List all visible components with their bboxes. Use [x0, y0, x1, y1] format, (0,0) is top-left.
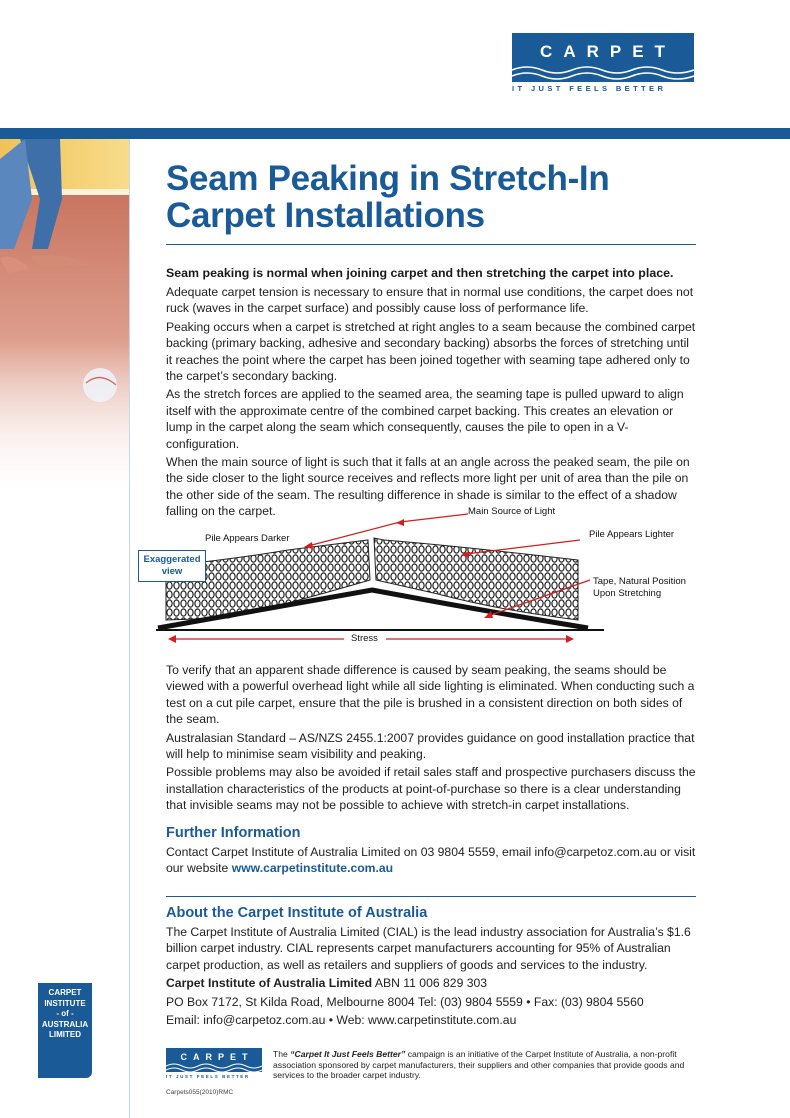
document-code: Carpets055(2010)RMC	[166, 1089, 234, 1096]
footer-logo-word: CARPET	[180, 1052, 254, 1062]
label-pile-lighter: Pile Appears Lighter	[589, 529, 675, 540]
side-photo	[0, 139, 130, 499]
lower-content	[166, 660, 696, 876]
badge-line-3: - of -	[56, 1009, 74, 1018]
about-org: Carpet Institute of Australia Limited	[166, 976, 373, 991]
paragraph-3: As the stretch forces are applied to the seamed area, the seaming tape is pulled upward to align itself with the approximate centre of the combined carpet backing. This creates an elevation or lump in the carpet along the seam which consequently, causes the pile to open in a V-configuration.	[166, 387, 684, 451]
footer-note-lead: The	[273, 1049, 288, 1059]
exaggerated-view-box: Exaggerated view	[138, 550, 206, 582]
badge-line-4: AUSTRALIA	[41, 1019, 89, 1029]
about-section	[166, 904, 696, 1028]
header-band	[0, 128, 790, 139]
paragraph-2: Peaking occurs when a carpet is stretched at right angles to a seam because the combined carpet backing (primary backing, adhesive and secondary backing) absorbs the forces of stretching until it reaches the point where the carpet has been joined together with seaming tape adhered only to the carpet’s secondary backing.	[166, 319, 696, 384]
footer-wave-icon	[166, 1062, 262, 1072]
paragraph-6: Australasian Standard – AS/NZS 2455.1:2007 provides guidance on good installation practice that will help to minimise seam visibility and peaking.	[166, 730, 695, 762]
about-contact: Email: info@carpetoz.com.au • Web: www.carpetinstitute.com.au	[166, 1013, 517, 1028]
footer-note-rest: campaign is an initiative of the Carpet Institute of Australia, a non-profit association sponsored by carpet manufacturers, their suppliers and other companies that provide goods and services to the broader carpet industry.	[273, 1049, 685, 1081]
about-address: PO Box 7172, St Kilda Road, Melbourne 8004 Tel: (03) 9804 5559 • Fax: (03) 9804 5560	[166, 994, 644, 1009]
carpet-institute-badge	[38, 983, 92, 1078]
paragraph-4: When the main source of light is such that it falls at an angle across the peaked seam, the pile on the side closer to the light source receives and reflects more light per unit of area than the pile on the other side of the seam. The resulting difference in shade is similar to the effect of a shadow falling on the carpet.	[166, 455, 690, 519]
footer-note-campaign: “Carpet It Just Feels Better”	[290, 1049, 406, 1059]
about-org-line	[166, 975, 696, 991]
carpet-logo-tagline: IT JUST FEELS BETTER	[512, 84, 667, 93]
about-rule	[166, 896, 696, 897]
label-tape-line1: Tape, Natural Position	[593, 576, 686, 587]
footer-note	[273, 1049, 693, 1081]
paragraph-1: Adequate carpet tension is necessary to ensure that in normal use conditions, the carpet does not ruck (waves in the carpet surface) and possibly cause loss of performance life.	[166, 285, 694, 316]
wave-icon	[512, 62, 694, 82]
paragraph-5: To verify that an apparent shade difference is caused by seam peaking, the seams should be viewed with a powerful overhead light while all side lighting is eliminated. When conducting such a test on a cut pile carpet, ensure that the pile is brushed in a consistent direction on both sides of the seam.	[166, 663, 695, 727]
footer-logo	[166, 1048, 262, 1079]
badge-line-2: INSTITUTE	[44, 998, 86, 1008]
seam-diagram	[138, 500, 686, 650]
page-title: Seam Peaking in Stretch-In Carpet Installations	[166, 159, 610, 235]
badge-line-5: LIMITED	[49, 1030, 81, 1039]
title-rule	[166, 244, 696, 245]
carpet-logo-word: CARPET	[540, 42, 676, 61]
label-stress: Stress	[351, 633, 378, 644]
carpet-logo-box	[512, 33, 694, 82]
column-divider	[129, 139, 130, 1118]
carpet-logo	[512, 33, 694, 93]
seam-diagram-graphic	[138, 500, 608, 650]
website-link[interactable]: www.carpetinstitute.com.au	[231, 861, 394, 876]
main-content	[166, 160, 696, 520]
label-main-light: Main Source of Light	[468, 506, 556, 517]
badge-line-1: CARPET	[48, 988, 82, 997]
lead-paragraph: Seam peaking is normal when joining carpet and then stretching the carpet into place.	[166, 266, 674, 280]
label-pile-darker: Pile Appears Darker	[205, 533, 290, 544]
further-info-body: Contact Carpet Institute of Australia Limited on 03 9804 5559, email info@carpetoz.com.au or visit our website	[166, 844, 696, 876]
paragraph-7: Possible problems may also be avoided if retail sales staff and prospective purchasers discuss the installation characteristics of the products at point-of-purchase so there is a clear understanding that invisible seams may not be possible to achieve with stretch-in carpet installations.	[166, 765, 696, 813]
about-abn: ABN 11 006 829 303	[374, 976, 488, 991]
further-info-text	[166, 844, 696, 877]
label-tape-line2: Upon Stretching	[593, 588, 662, 599]
further-info-heading: Further Information	[166, 824, 301, 841]
footer-logo-box	[166, 1048, 262, 1072]
about-text: The Carpet Institute of Australia Limited (CIAL) is the lead industry association for Australia’s $1.6 billion carpet industry. CIAL represents carpet manufacturers accounting for 95% of Australian carpet production, as well as retailers and suppliers of goods and services to the industry.	[166, 925, 691, 972]
about-heading: About the Carpet Institute of Australia	[166, 905, 428, 921]
footer-logo-tagline: IT JUST FEELS BETTER	[166, 1074, 250, 1079]
